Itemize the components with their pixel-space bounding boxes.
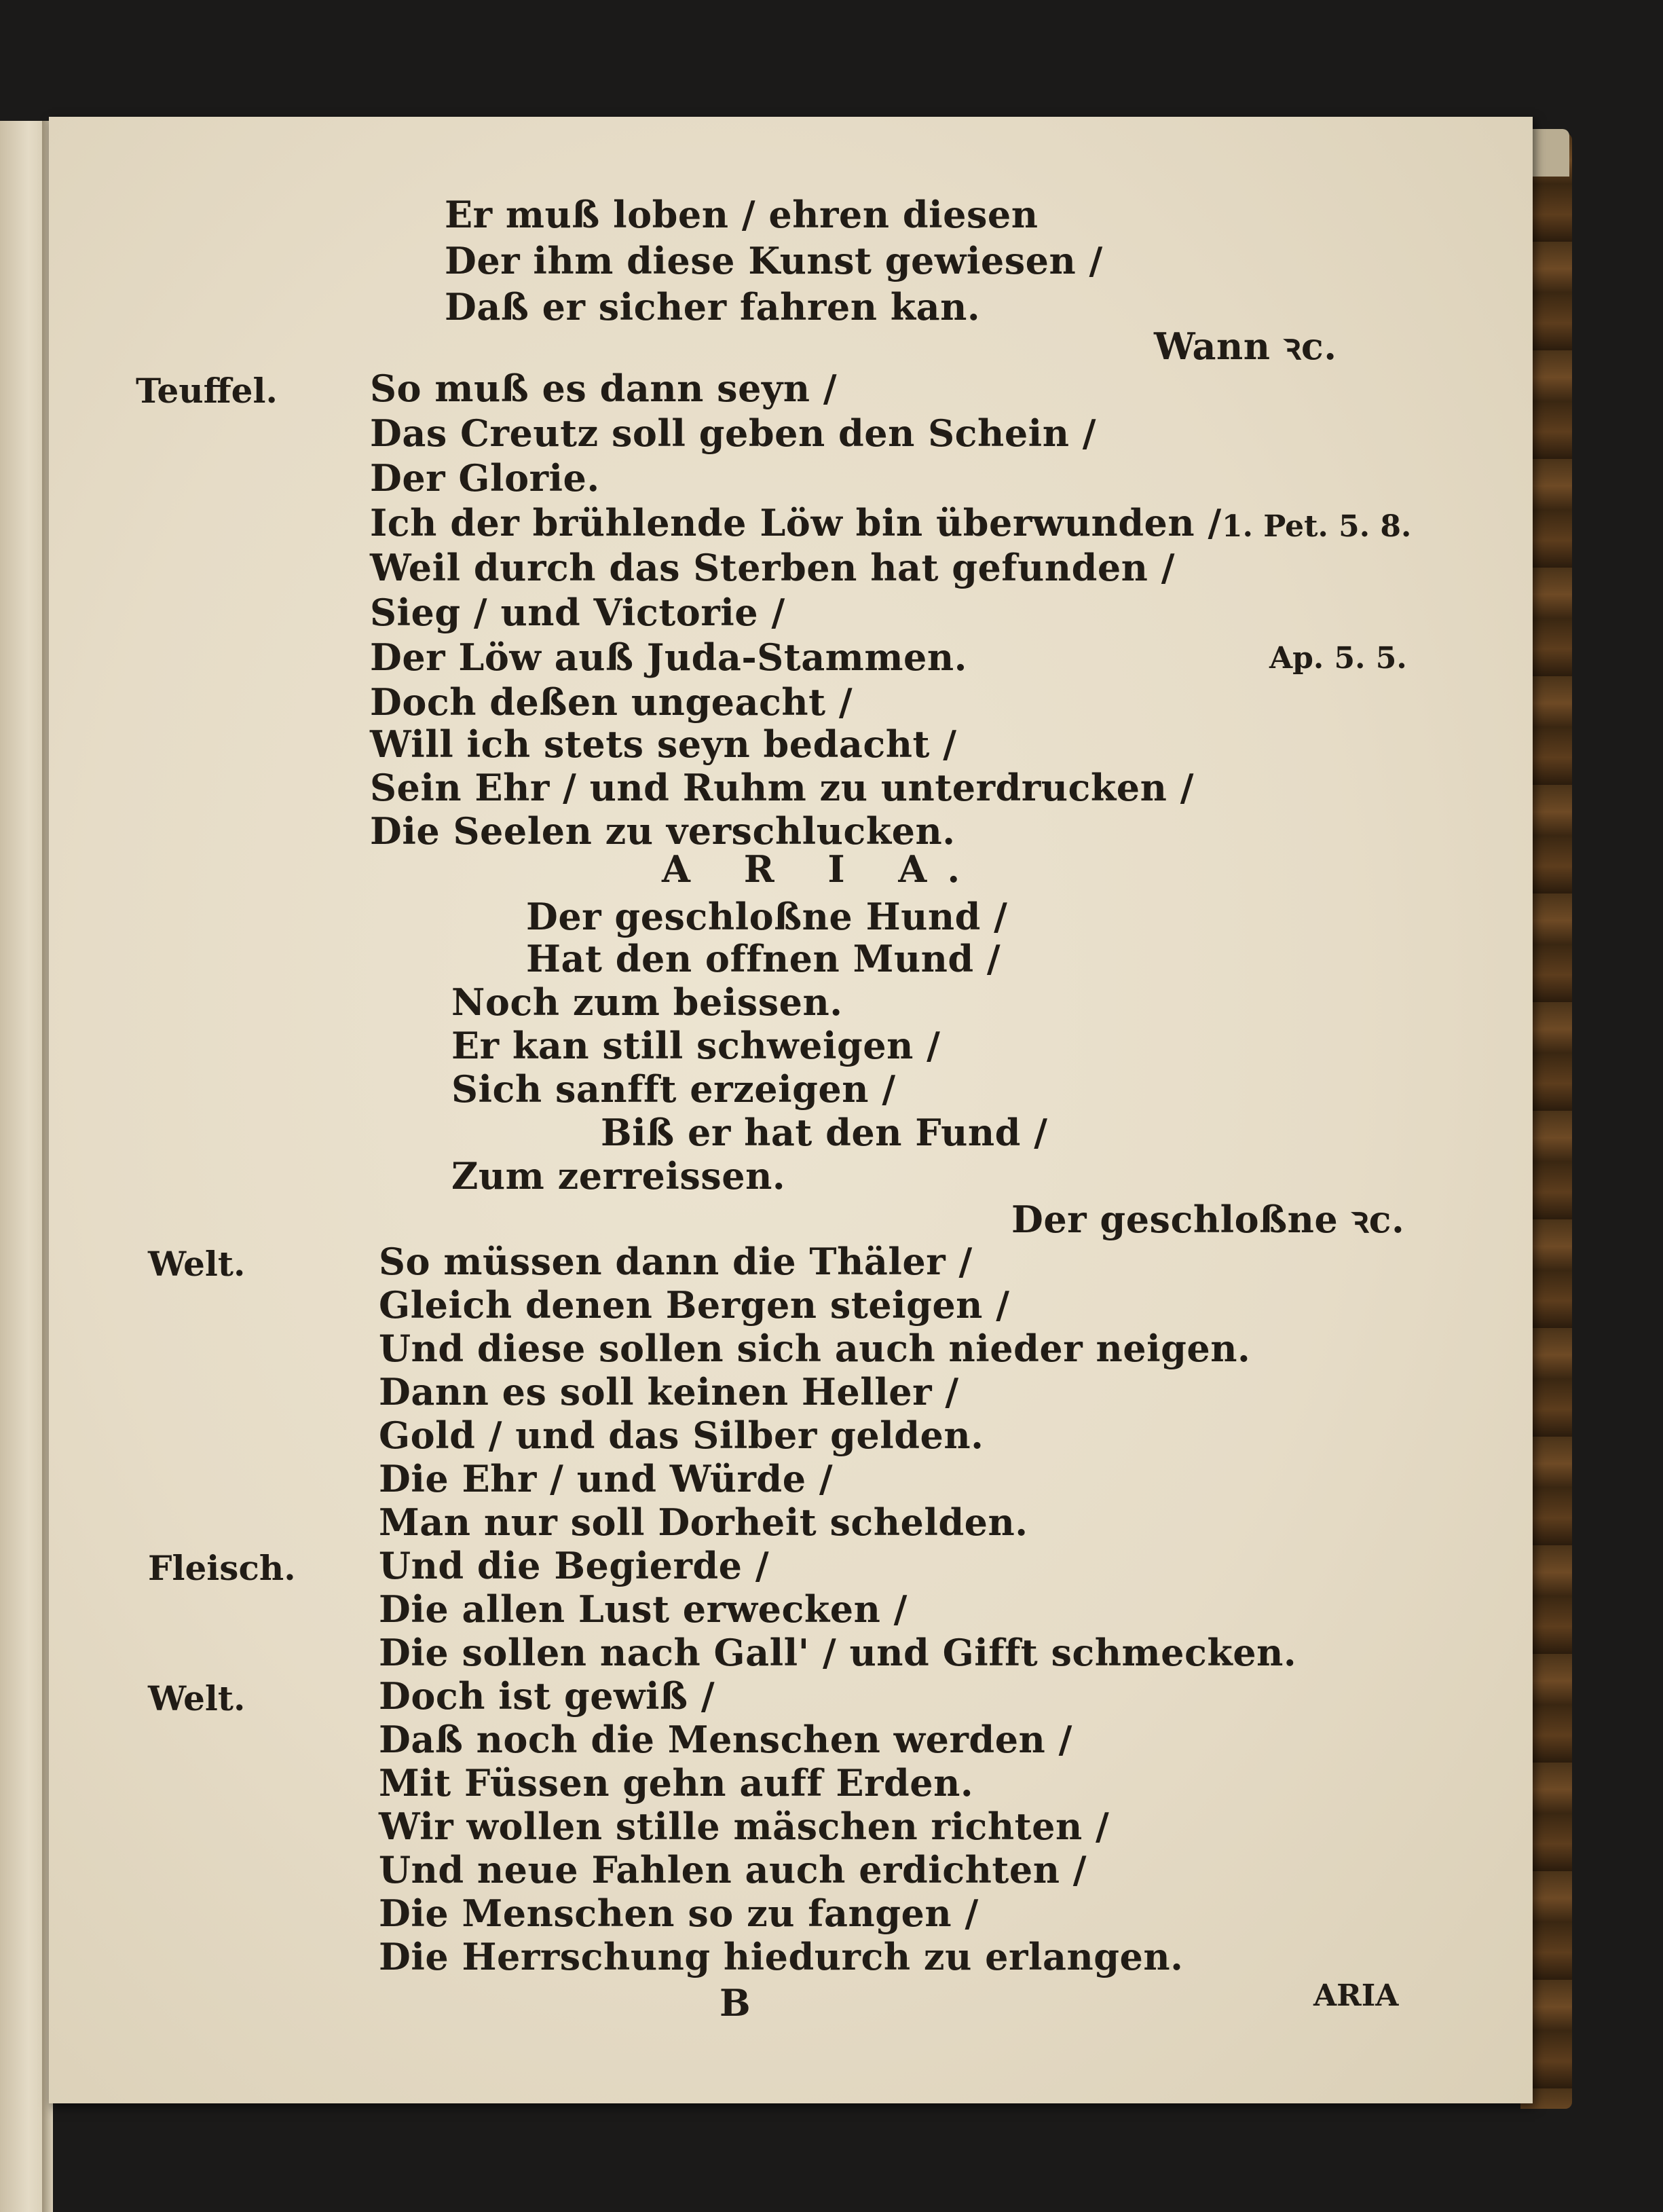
verse-line: Der geschloßne Hund / [526,895,1008,938]
verse-line: Daß noch die Menschen werden / [379,1718,1072,1761]
verse-line: Und neue Fahlen auch erdichten / [379,1848,1087,1892]
speaker-label: Teuffel. [136,371,278,411]
verse-line: Die allen Lust erwecken / [379,1587,908,1631]
verse-line: Er muß loben / ehren diesen [445,193,1039,236]
verse-line: Und diese sollen sich auch nieder neigen. [379,1327,1251,1370]
verse-line: Gold / und das Silber gelden. [379,1414,984,1457]
verse-line: Zum zerreissen. [451,1154,786,1198]
verse-line: Sein Ehr / und Ruhm zu unterdrucken / [370,766,1194,809]
verse-line: Noch zum beissen. [451,980,843,1024]
verse-line: Er kan still schweigen / [451,1024,941,1067]
verse-line: Ich der brühlende Löw bin überwunden / [370,501,1222,545]
verse-line: Die sollen nach Gall' / und Gifft schmecken. [379,1631,1297,1674]
verse-line: Sich sanfft erzeigen / [451,1067,896,1111]
verse-line: Wir wollen stille mäschen richten / [379,1805,1110,1848]
book-cover-corner [1529,129,1569,177]
verse-line: Biß er hat den Fund / [601,1111,1048,1154]
verse-line: Die Ehr / und Würde / [379,1457,834,1500]
verse-line: Die Menschen so zu fangen / [379,1892,979,1935]
verse-line: Der ihm diese Kunst gewiesen / [445,239,1103,282]
verse-line: Will ich stets seyn bedacht / [370,722,957,766]
verse-line: Dann es soll keinen Heller / [379,1370,959,1414]
verse-line: So muß es dann seyn / [370,367,838,410]
verse-line: Der Glorie. [370,456,600,500]
margin-reference: 1. Pet. 5. 8. [1222,509,1412,544]
verse-line: Mit Füssen gehn auff Erden. [379,1761,974,1805]
verse-line: Der Löw auß Juda-Stammen. [370,635,967,679]
left-page-edge [0,121,48,2212]
signature-mark: B [720,1981,751,2025]
verse-line: Doch deßen ungeacht / [370,680,853,724]
verse-reprise: Der geschloßne ꝛc. [1011,1198,1405,1241]
verse-line: So müssen dann die Thäler / [379,1240,973,1283]
catchword: ARIA [1313,1978,1399,2013]
speaker-label: Welt. [148,1244,246,1284]
verse-line: Sieg / und Victorie / [370,591,785,634]
verse-line: Gleich denen Bergen steigen / [379,1283,1010,1327]
aria-heading: A R I A. [662,847,981,891]
verse-line: Hat den offnen Mund / [526,937,1001,980]
margin-reference: Ap. 5. 5. [1269,641,1407,676]
verse-line: Die Seelen zu verschlucken. [370,809,956,853]
speaker-label: Fleisch. [148,1548,296,1588]
speaker-label: Welt. [148,1678,246,1718]
verse-line: Doch ist gewiß / [379,1674,715,1718]
verse-line: Das Creutz soll geben den Schein / [370,411,1096,455]
verse-line: Und die Begierde / [379,1544,770,1587]
verse-line: Die Herrschung hiedurch zu erlangen. [379,1935,1184,1978]
verse-reprise: Wann ꝛc. [1154,325,1337,368]
verse-line: Weil durch das Sterben hat gefunden / [370,546,1175,589]
verse-line: Daß er sicher fahren kan. [445,285,981,329]
verse-line: Man nur soll Dorheit schelden. [379,1500,1028,1544]
